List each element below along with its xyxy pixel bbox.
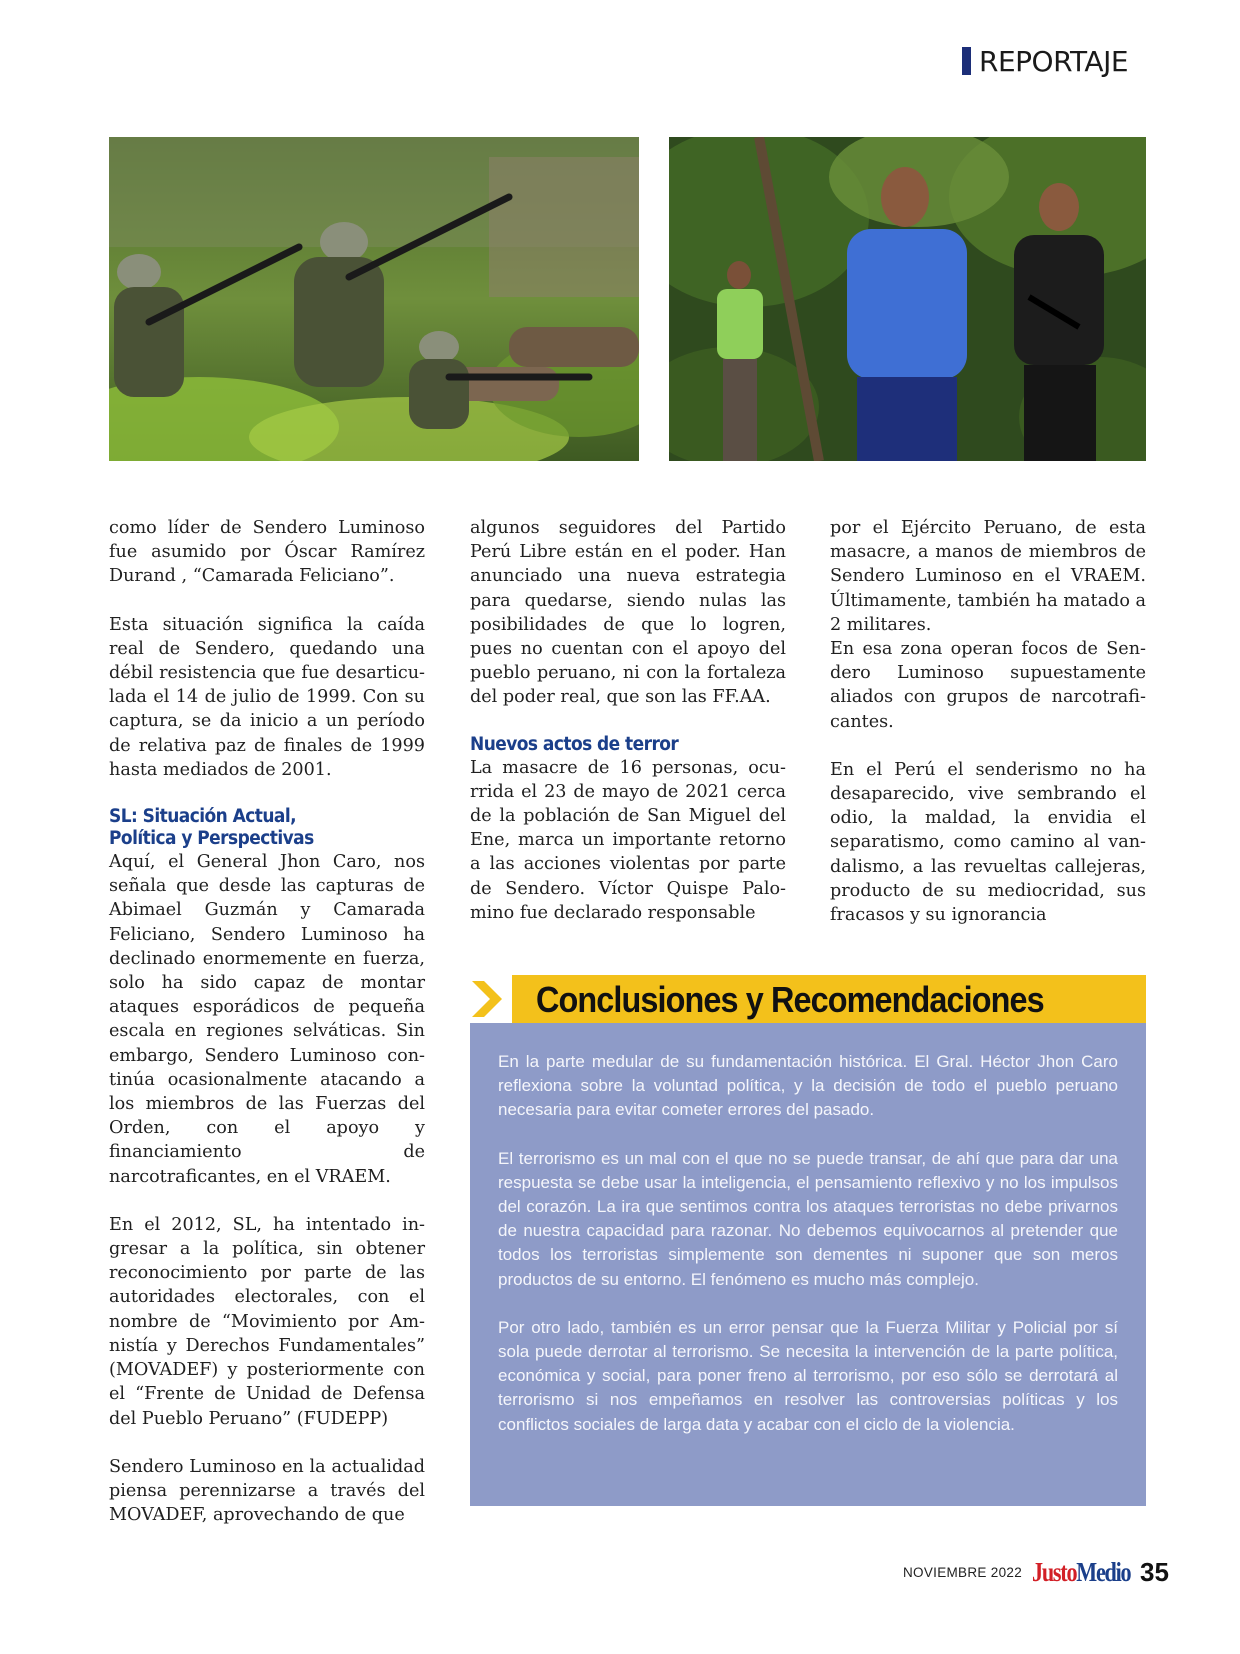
subheading-line: SL: Situación Actual,	[109, 806, 297, 828]
chevron-right-icon	[470, 975, 506, 1023]
page-number: 35	[1140, 1556, 1169, 1587]
paragraph: Esta situación significa la caída real de Sendero, quedando una débil resistencia que fue desarticulada el 14 de julio de 1999. Con su captura, se da inicio a un período de relativa paz de finales de 1999 hasta mediados de 2001.	[109, 614, 425, 780]
paragraph: Sendero Luminoso en la actualidad piensa perennizarse a través del MOVADEF, aprovechando de que	[109, 1456, 425, 1526]
paragraph: por el Ejército Peruano, de esta masacre, a manos de miembros de Sendero Luminoso en el VRAEM. Últimamente, también ha matado a 2 militares.	[830, 518, 1146, 635]
issue-date: NOVIEMBRE 2022	[903, 1564, 1022, 1580]
subheading-line: Política y Perspectivas	[109, 828, 314, 850]
paragraph: algunos seguidores del Partido Perú Libre están en el poder. Han anunciado una nueva estrategia para quedarse, siendo nulas las posibilidades de que lo logren, pues no cuentan con el apoyo del pueblo peruano, ni con la fortaleza del poder real, que son las FF.AA.	[470, 518, 786, 708]
article-column-3	[830, 516, 1146, 927]
men-in-forest-photo	[669, 137, 1146, 461]
article-column-2	[470, 516, 786, 925]
article-column-1	[109, 516, 425, 1527]
conclusions-body	[470, 1023, 1146, 1506]
paragraph: En esa zona operan focos de Sendero Luminoso supuestamente aliados con grupos de narcotraficantes.	[830, 639, 1146, 732]
brand-logo-part: Medio	[1076, 1556, 1131, 1587]
paragraph: La masacre de 16 personas, ocurrida el 23 de mayo de 2021 cerca de la población de San Miguel del Ene, marca un importante retorno a las acciones violentas por parte de Sendero. Víctor Quispe Palomino fue declarado responsable	[470, 757, 786, 923]
paragraph: En el Perú el senderismo no ha desaparecido, vive sembrando el odio, la maldad, la envidia el separatismo, como camino al vandalismo, a las revueltas callejeras, producto de su mediocridad, sus fracasos y su ignorancia	[830, 759, 1146, 926]
paragraph: Aquí, el General Jhon Caro, nos señala que desde las capturas de Abimael Guzmán y Camarada Feliciano, Sendero Luminoso ha declinado enormemente en fuerza, solo ha sido capaz de montar ataques esporádicos de pequeña escala en regiones selváticas. Sin embargo, Sendero Luminoso continúa ocasionalmente atacando a los miembros de las Fuerzas del Orden, con el apoyo y financiamiento de narcotraficantes, en el VRAEM.	[109, 852, 425, 1187]
brand-logo-part: Justo	[1032, 1556, 1077, 1587]
subheading	[109, 806, 400, 850]
section-title: REPORTAJE	[979, 44, 1129, 78]
paragraph: como líder de Sendero Luminoso fue asumido por Óscar Ramírez Durand , “Camarada Feliciano”.	[109, 518, 425, 587]
brand-logo	[1032, 1556, 1131, 1588]
section-tag	[962, 46, 1128, 76]
paragraph: En el 2012, SL, ha intentado ingresar a la política, sin obtener reconocimiento por parte de las autoridades electorales, con el nombre de “Movimiento por Amnistía y Derechos Fundamentales” (MOVADEF) y posteriormente con el “Frente de Unidad de Defensa del Pueblo Peruano” (FUDEPP)	[109, 1214, 425, 1429]
conclusions-title: Conclusiones y Recomendaciones	[536, 979, 1044, 1020]
conclusions-header	[470, 975, 1146, 1023]
conclusions-paragraph: En la parte medular de su fundamentación histórica. El Gral. Héctor Jhon Caro reflexiona sobre la voluntad política, y la decisión de todo el pueblo peruano necesaria para evitar cometer errores del pasado.	[498, 1052, 1118, 1120]
subheading: Nuevos actos de terror	[470, 733, 679, 755]
section-bar	[962, 47, 971, 75]
conclusions-paragraph: Por otro lado, también es un error pensar que la Fuerza Militar y Policial por sí sola puede derrotar al terrorismo. Se necesita la intervención de la parte política, económica y social, para poner freno al terrorismo, por eso sólo se derrotará al terrorismo si nos empeñamos en resolver las controversias políticas y los conflictos sociales de larga data y acabar con el ciclo de la violencia.	[498, 1317, 1118, 1434]
page-footer	[903, 1555, 1169, 1589]
soldiers-jungle-photo	[109, 137, 639, 461]
conclusions-paragraph: El terrorismo es un mal con el que no se puede transar, de ahí que para dar una respuesta se debe usar la inteligencia, el pensamiento reflexivo y no los impulsos del corazón. La ira que sentimos contra los ataques terroristas no debe privarnos de nuestra capacidad para razonar. No debemos equivocarnos al pretender que todos los terroristas simplemente son dementes ni suponer que son meros productos de su entorno. El fenómeno es mucho más complejo.	[498, 1148, 1118, 1289]
